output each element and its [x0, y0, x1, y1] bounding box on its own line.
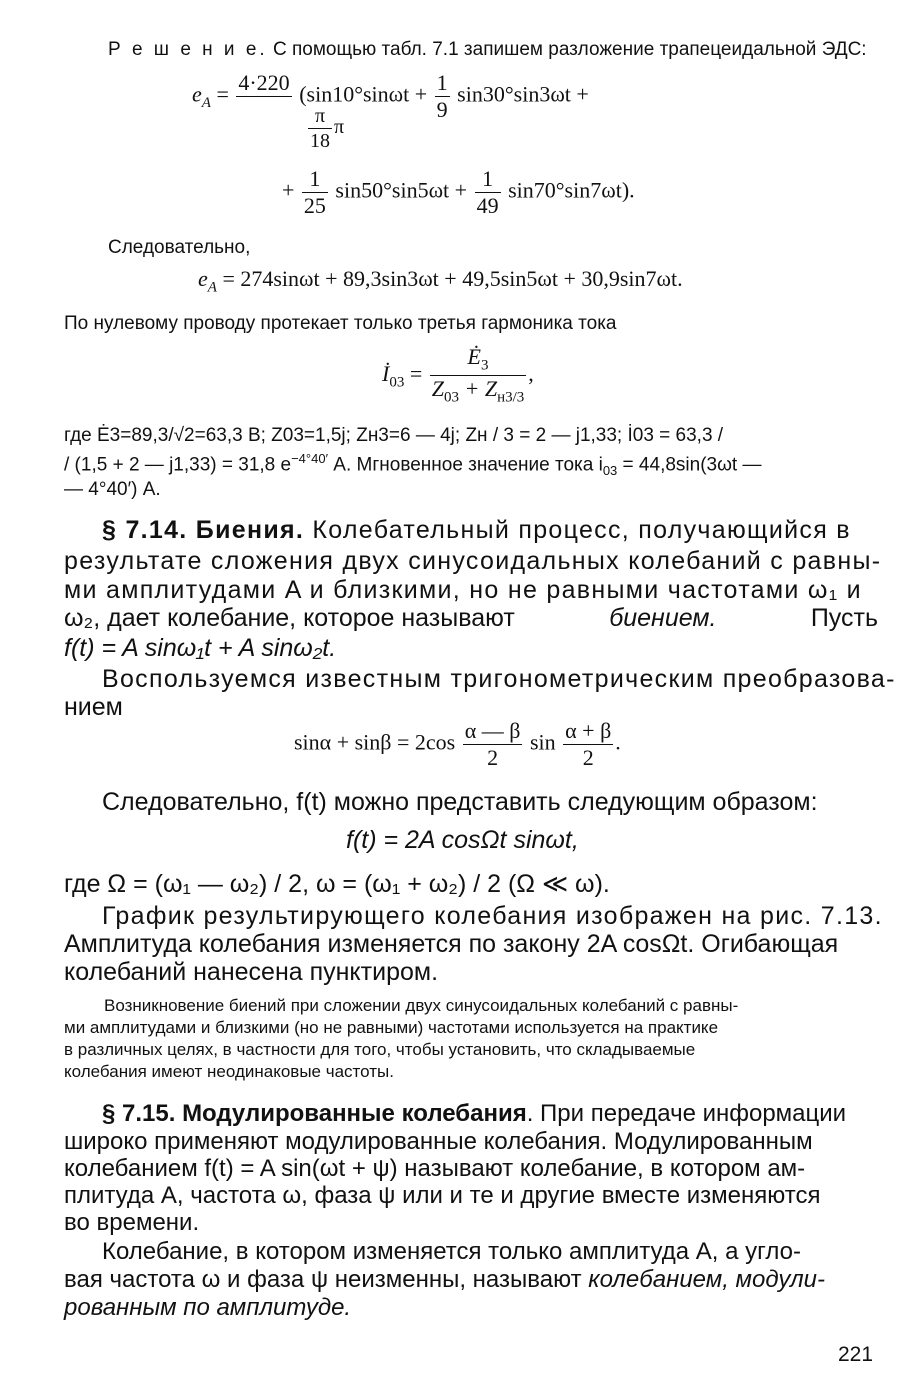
- section-7-15-text-1: . При передаче информации: [526, 1100, 847, 1127]
- eq1-term2: sin30°sin3ωt +: [451, 81, 589, 107]
- eq2-frac2-num: 1: [475, 168, 501, 193]
- equation-neutral-current: [382, 346, 534, 406]
- section-7-15-line-5: во времени.: [64, 1209, 200, 1236]
- eq5-f1-num: α — β: [464, 718, 521, 743]
- eq3-lhs-sub: A: [207, 279, 217, 296]
- eq1-term1: (sin10°sinωt +: [299, 81, 428, 107]
- eq5-f1-den: 2: [487, 745, 499, 770]
- eq5-f2-num: α + β: [565, 718, 612, 743]
- eq2-frac-1-49: [475, 168, 501, 217]
- section-7-15-line-7: [64, 1268, 825, 1292]
- equation-trapezoid-emf-1: [192, 72, 589, 121]
- section-7-14-line-12: колебаний нанесена пунктиром.: [64, 958, 439, 986]
- text-therefore-1: Следовательно,: [108, 237, 251, 258]
- eq2-term2: sin70°sin7ωt).: [502, 177, 635, 203]
- eq5-f2-den: 2: [582, 745, 594, 770]
- eq5-dot: .: [615, 729, 621, 755]
- section-7-14-line-6: Воспользуемся известным тригонометрическим преобразова-: [102, 665, 896, 693]
- eq2-frac-1-25: [302, 168, 328, 217]
- section-7-14-line-7: нием: [64, 693, 123, 721]
- where2-c: = 44,8sin(3ωt —: [617, 454, 762, 476]
- term-amplitude-modulated: колебанием, модули-: [588, 1266, 825, 1293]
- where2-exp: −4°40′: [291, 451, 329, 466]
- eq4-num-sub: 3: [481, 357, 489, 374]
- eq4-den-sub1: 03: [444, 389, 459, 406]
- eq4-num-e: Ė: [467, 344, 481, 369]
- section-7-14-heading: § 7.14. Биения.: [102, 516, 305, 544]
- eq1-frac2-num: 1: [436, 70, 448, 95]
- section-7-15-line-8: рованным по амплитуде.: [64, 1294, 352, 1321]
- eq1-lhs: e: [192, 81, 202, 107]
- section-7-15-line-3: колебанием f(t) = A sin(ωt + ψ) называют колебание, в котором ам-: [64, 1155, 806, 1182]
- text-neutral-wire: По нулевому проводу протекает только третья гармоника тока: [64, 313, 617, 334]
- section-7-15-line-4: плитуда A, частота ω, фаза ψ или и те и другие вместе изменяются: [64, 1182, 821, 1209]
- solution-label: Р е ш е н и е.: [108, 39, 268, 60]
- eq1-main-fraction: [236, 72, 291, 121]
- eq2-frac1-num: 1: [302, 168, 328, 193]
- section-7-15-line-7a: вая частота ω и фаза ψ неизменны, называют: [64, 1266, 589, 1293]
- where2-b: А. Мгновенное значение тока i: [328, 454, 603, 476]
- eq4-lhs-sub: 03: [389, 374, 405, 391]
- solution-text: С помощью табл. 7.1 запишем разложение трапецеидальной ЭДС:: [267, 39, 867, 60]
- page-number: 221: [838, 1343, 874, 1366]
- eq1-equals: =: [210, 81, 229, 107]
- section-7-15-line-1: [102, 1102, 846, 1126]
- text-where-values-1: где Ė3=89,3/√2=63,3 В; Z03=1,5j; Zн3=6 — 4j; Zн / 3 = 2 — j1,33; İ03 = 63,3 /: [64, 425, 724, 446]
- eq4-comma: ,: [528, 360, 534, 386]
- section-7-14-line-11: Амплитуда колебания изменяется по закону 2A cosΩt. Огибающая: [64, 930, 839, 958]
- section-7-14-line-9: где Ω = (ω₁ — ω₂) / 2, ω = (ω₁ + ω₂) / 2 (Ω ≪ ω).: [64, 870, 610, 898]
- eq4-numerator: [430, 346, 527, 376]
- note-line-2: ми амплитудами и близкими (но не равными) частотами используется на практике: [64, 1018, 719, 1037]
- section-7-15-line-6: Колебание, в котором изменяется только амплитуда A, а угло-: [102, 1238, 801, 1265]
- eq1-den-pi: π: [334, 116, 345, 139]
- eq4-equals: =: [404, 360, 428, 386]
- eq3-lhs: e: [198, 266, 208, 291]
- eq5-frac-1: [463, 720, 523, 769]
- eq2-plus: +: [282, 177, 295, 203]
- equation-sum-of-sines: [294, 720, 621, 769]
- section-7-14-line-2: результате сложения двух синусоидальных колебаний с равны-: [64, 547, 882, 575]
- eq4-fraction: [430, 346, 527, 406]
- section-7-14-line-3: ми амплитудами A и близкими, но не равными частотами ω₁ и: [64, 576, 862, 604]
- where2-sub: 03: [602, 463, 618, 479]
- eq1-pi-over-18: [308, 106, 332, 151]
- eq4-den-z: Z: [431, 376, 444, 402]
- note-line-1: Возникновение биений при сложении двух синусоидальных колебаний с равны-: [104, 996, 739, 1015]
- term-beats: биением.: [609, 604, 717, 632]
- section-7-14-line-1: [102, 518, 878, 543]
- section-7-14-line-10: График результирующего колебания изображен на рис. 7.13.: [102, 902, 883, 930]
- text-where-values-3: — 4°40′) А.: [64, 479, 161, 500]
- eq1-denominator: [236, 97, 291, 121]
- eq5-frac-2: [563, 720, 613, 769]
- eq4-lhs: İ: [382, 360, 390, 386]
- eq2-frac2-den: 49: [476, 193, 499, 218]
- eq1-den-den: 18: [310, 130, 330, 152]
- eq5-b: sin: [524, 729, 562, 755]
- solution-intro-line: [108, 40, 867, 59]
- eq1-frac-1-9: [435, 72, 450, 121]
- section-7-14-line-5: f(t) = A sinω₁t + A sinω₂t.: [64, 634, 337, 662]
- eq2-term1: sin50°sin5ωt +: [329, 177, 468, 203]
- eq3-rhs: = 274sinωt + 89,3sin3ωt + 49,5sin5ωt + 30,9sin7ωt.: [216, 266, 683, 291]
- note-line-4: колебания имеют неодинаковые частоты.: [64, 1062, 394, 1081]
- eq1-numerator: 4·220: [238, 70, 290, 95]
- section-7-14-line-4a: ω₂, дает колебание, которое называют: [64, 604, 515, 632]
- equation-trapezoid-emf-2: [282, 168, 635, 217]
- text-where-values-2: [64, 452, 762, 477]
- note-line-3: в различных целях, в частности для того, чтобы установить, что складываемые: [64, 1040, 696, 1059]
- section-7-15-heading: § 7.15. Модулированные колебания: [102, 1100, 527, 1127]
- equation-emf-numeric: [198, 268, 683, 295]
- section-7-14-text-1: Колебательный процесс, получающийся в: [304, 516, 851, 544]
- eq4-denominator: [430, 376, 527, 405]
- section-7-15-line-2: широко применяют модулированные колебания. Модулированным: [64, 1128, 813, 1155]
- eq1-den-num: π: [308, 106, 332, 129]
- where2-a: / (1,5 + 2 — j1,33) = 31,8 e: [64, 454, 292, 476]
- section-7-14-line-4: [64, 606, 878, 631]
- eq1-frac2-den: 9: [436, 97, 448, 122]
- section-7-14-line-4c: Пусть: [810, 604, 878, 632]
- eq4-den-plus: + Z: [459, 376, 498, 402]
- equation-beat-form: f(t) = 2A cosΩt sinωt,: [346, 826, 579, 854]
- eq1-lhs-sub: A: [201, 94, 211, 111]
- eq1-denominator-fraction: [306, 106, 344, 151]
- eq4-den-sub2: н3/3: [497, 389, 525, 406]
- eq5-a: sinα + sinβ = 2cos: [294, 729, 456, 755]
- section-7-14-line-8: Следовательно, f(t) можно представить следующим образом:: [102, 788, 818, 816]
- eq2-frac1-den: 25: [303, 193, 326, 218]
